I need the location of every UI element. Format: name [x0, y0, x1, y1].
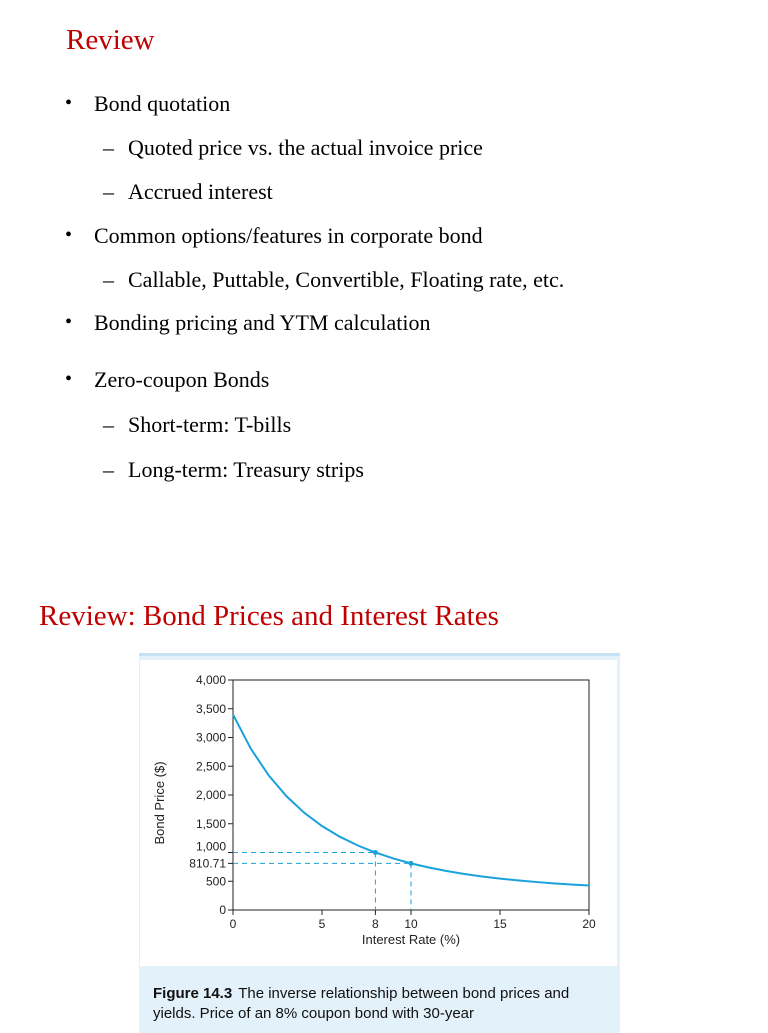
highlight-point [409, 861, 414, 866]
y-tick-label: 810.71 [189, 856, 226, 871]
sub-bullet-mark: – [103, 135, 114, 160]
y-tick-label: 2,000 [195, 788, 226, 802]
bullet-item [65, 91, 231, 117]
bullet-item [65, 310, 431, 336]
price-curve [233, 715, 589, 886]
y-tick-label: 0 [219, 903, 226, 917]
x-axis-label: Interest Rate (%) [361, 932, 461, 947]
sub-bullet-item [103, 457, 364, 483]
sub-bullet-mark: – [103, 267, 114, 292]
x-tick-label: 20 [582, 917, 596, 931]
y-tick-label: 3,000 [195, 730, 226, 745]
slide-bond-prices [0, 560, 768, 1024]
bullet-mark: • [65, 311, 73, 333]
y-tick-label: 2,500 [195, 759, 226, 774]
x-tick-label: 10 [404, 917, 418, 931]
slide-title: Review [66, 24, 155, 56]
bond-price-chart [140, 660, 617, 966]
plot-area [140, 660, 617, 966]
figure-caption-text: The inverse relationship between bond prices and yields. Price of an 8% coupon bond with 30-year [153, 985, 570, 1022]
sub-bullet-mark: – [103, 457, 114, 482]
bullet-mark: • [65, 368, 73, 390]
y-tick-label: 1,500 [195, 816, 226, 831]
y-tick-label: 4,000 [195, 673, 226, 687]
sub-bullet-item [103, 412, 292, 438]
y-axis-label: Bond Price ($) [152, 761, 167, 845]
bullet-text: Zero-coupon Bonds [94, 367, 270, 392]
figure-panel [139, 653, 620, 1033]
sub-bullet-text: Short-term: T-bills [128, 412, 292, 437]
sub-bullet-item [103, 267, 565, 293]
sub-bullet-text: Quoted price vs. the actual invoice price [128, 135, 483, 160]
figure-label: Figure 14.3 [153, 985, 233, 1002]
figure-caption [153, 984, 613, 1024]
sub-bullet-text: Callable, Puttable, Convertible, Floating rate, etc. [128, 267, 565, 292]
x-tick-label: 5 [318, 917, 326, 931]
sub-bullet-mark: – [103, 179, 114, 204]
highlight-point [373, 850, 378, 855]
bullet-text: Bonding pricing and YTM calculation [94, 310, 431, 335]
x-tick-label: 8 [372, 917, 379, 931]
y-tick-label: 1,000 [195, 839, 226, 854]
sub-bullet-item [103, 179, 273, 205]
bullet-item [65, 367, 270, 393]
bullet-text: Common options/features in corporate bond [94, 223, 483, 248]
bullet-mark: • [65, 224, 73, 246]
sub-bullet-item [103, 135, 483, 161]
bullet-mark: • [65, 92, 73, 114]
y-tick-label: 500 [205, 874, 226, 889]
sub-bullet-text: Accrued interest [128, 179, 273, 204]
x-tick-label: 0 [229, 917, 237, 931]
slide-title: Review: Bond Prices and Interest Rates [39, 600, 499, 632]
sub-bullet-text: Long-term: Treasury strips [128, 457, 364, 482]
x-tick-label: 15 [493, 917, 507, 931]
sub-bullet-mark: – [103, 412, 114, 437]
bullet-text: Bond quotation [94, 91, 231, 116]
bullet-item [65, 223, 483, 249]
y-tick-label: 3,500 [195, 701, 226, 716]
